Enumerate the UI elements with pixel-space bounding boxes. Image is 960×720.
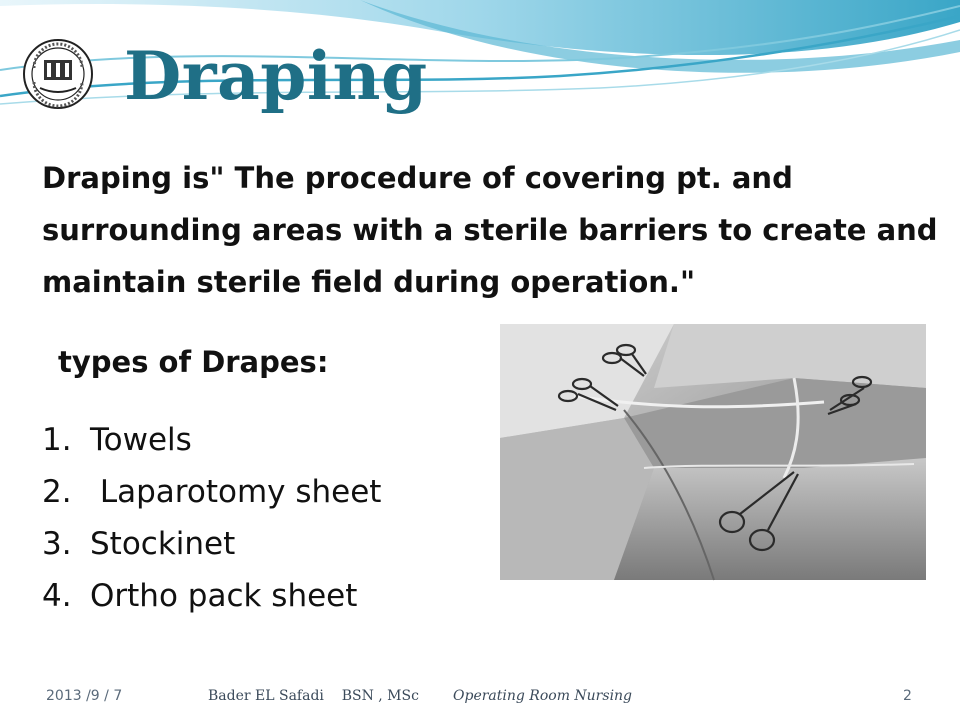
university-logo-icon <box>22 38 94 110</box>
surgical-drape-photo <box>494 318 932 586</box>
draping-definition: Draping is" The procedure of covering pt. and surrounding areas with a sterile barriers to create and maintain sterile field during operation." <box>42 161 938 299</box>
types-heading: types of Drapes: <box>58 345 329 379</box>
list-label: Towels <box>90 422 192 458</box>
list-number: 2. <box>42 474 72 510</box>
list-label: Stockinet <box>90 526 236 562</box>
list-label: Laparotomy sheet <box>90 474 382 510</box>
slide-title: Draping <box>124 37 428 115</box>
drape-types-list <box>42 414 381 622</box>
list-item <box>42 466 381 518</box>
list-number: 3. <box>42 526 72 562</box>
footer-date: 2013 /9 / 7 <box>46 688 123 704</box>
slide-footer <box>0 678 960 714</box>
footer-page-number: 2 <box>903 688 912 704</box>
list-item <box>42 570 381 622</box>
list-number: 4. <box>42 578 72 614</box>
list-label: Ortho pack sheet <box>90 578 358 614</box>
drape-photo-illustration <box>494 318 932 586</box>
footer-course: Operating Room Nursing <box>453 688 633 704</box>
list-item <box>42 414 381 466</box>
footer-author: Bader EL Safadi BSN , MSc <box>208 688 419 704</box>
list-number: 1. <box>42 422 72 458</box>
list-item <box>42 518 381 570</box>
